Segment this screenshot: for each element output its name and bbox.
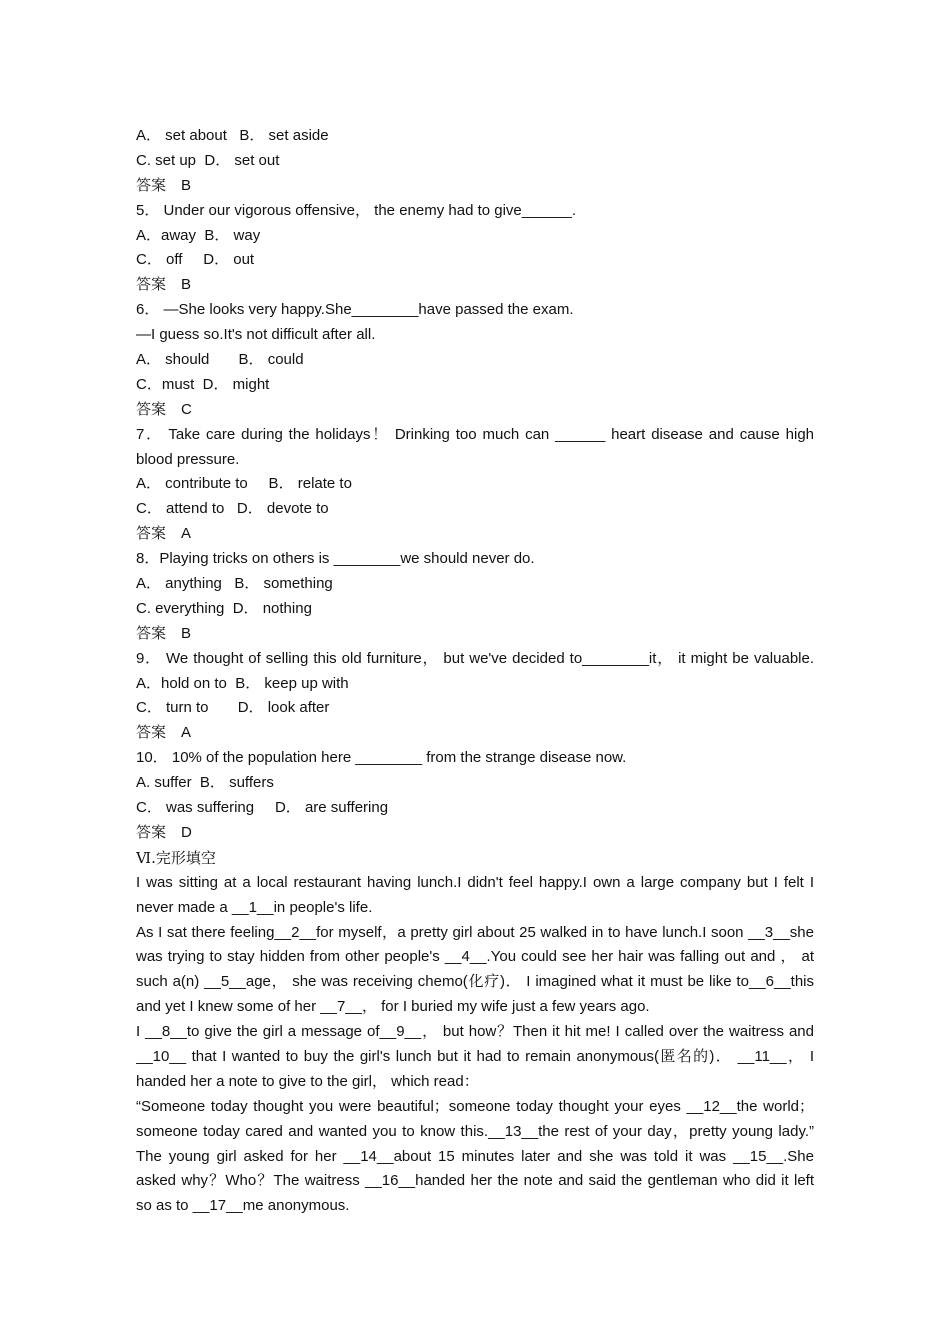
q10-answer: 答案 D (136, 823, 192, 841)
q7-stem-line2: blood pressure. (136, 450, 240, 468)
passage-line: and yet I knew some of her __7__， for I buried my wife just a few years ago. (136, 998, 650, 1016)
passage-line: someone today cared and wanted you to know this.__13__the rest of your day，pretty young lady.” (136, 1122, 814, 1140)
q4-options-ab: A． set about B． set aside (136, 127, 329, 144)
passage-line: so as to __17__me anonymous. (136, 1197, 350, 1215)
passage-line: As I sat there feeling__2__for myself，a pretty girl about 25 walked in to have lunch.I soon __3__she (136, 923, 814, 941)
q6-answer: 答案 C (136, 400, 192, 418)
document-page (136, 124, 814, 1219)
passage-line: The young girl asked for her __14__about 15 minutes later and she was told it was __15__.She (136, 1147, 814, 1165)
passage-line: asked why？Who？The waitress __16__handed her the note and said the gentleman who did it left (136, 1172, 814, 1190)
q6-stem: 6． —She looks very happy.She________have passed the exam. (136, 301, 574, 319)
q7-answer: 答案 A (136, 525, 192, 543)
q5-answer: 答案 B (136, 276, 192, 294)
passage-line: was trying to stay hidden from other people's __4__.You could see her hair was falling out and ， at (136, 948, 814, 966)
q6-stem-reply: —I guess so.It's not difficult after all. (136, 326, 376, 344)
q8-options-cd: C. everything D． nothing (136, 599, 312, 617)
q10-options-cd: C． was suffering D． are suffering (136, 799, 389, 817)
q9-answer: 答案 A (136, 724, 192, 742)
passage-line: never made a __1__in people's life. (136, 898, 373, 916)
passage-line: such a(n) __5__age， she was receiving chemo(化疗)． I imagined what it must be like to__6__this (136, 973, 814, 991)
q6-options-cd: C．must D． might (136, 375, 270, 393)
q8-answer: 答案 B (136, 624, 192, 642)
section-heading-cloze: Ⅵ.完形填空 (136, 848, 216, 867)
q4-answer: 答案 B (136, 176, 192, 194)
q4-options-cd: C. set up D． set out (136, 151, 280, 169)
q9-options-cd: C． turn to D． look after (136, 699, 330, 717)
q7-stem-line1: 7． Take care during the holidays！ Drinking too much can ______ heart disease and cause high (136, 425, 814, 443)
q5-options-cd: C． off D． out (136, 251, 255, 269)
q9-options-ab: A．hold on to B． keep up with (136, 674, 349, 692)
passage-line: handed her a note to give to the girl， which read： (136, 1072, 479, 1090)
q8-options-ab: A． anything B． something (136, 575, 333, 593)
q5-options-ab: A．away B． way (136, 226, 261, 244)
q6-options-ab: A． should B． could (136, 351, 304, 369)
q7-options-ab: A． contribute to B． relate to (136, 475, 352, 493)
passage-line: I was sitting at a local restaurant having lunch.I didn't feel happy.I own a large company but I felt I (136, 873, 814, 891)
passage-line: __10__ that I wanted to buy the girl's lunch but it had to remain anonymous(匿名的)． __11__， I (136, 1047, 814, 1065)
q7-options-cd: C． attend to D． devote to (136, 500, 329, 518)
q10-stem: 10． 10% of the population here ________ from the strange disease now. (136, 749, 627, 767)
q9-stem: 9． We thought of selling this old furniture， but we've decided to________it， it might be valuable. (136, 649, 814, 667)
q5-stem: 5． Under our vigorous offensive， the enemy had to give______. (136, 201, 576, 219)
q8-stem: 8．Playing tricks on others is ________we should never do. (136, 550, 535, 568)
passage-line: “Someone today thought you were beautiful；someone today thought your eyes __12__the world； (136, 1097, 814, 1115)
passage-line: I __8__to give the girl a message of__9__， but how？Then it hit me! I called over the waitress and (136, 1023, 814, 1041)
q10-options-ab: A. suffer B． suffers (136, 774, 274, 792)
